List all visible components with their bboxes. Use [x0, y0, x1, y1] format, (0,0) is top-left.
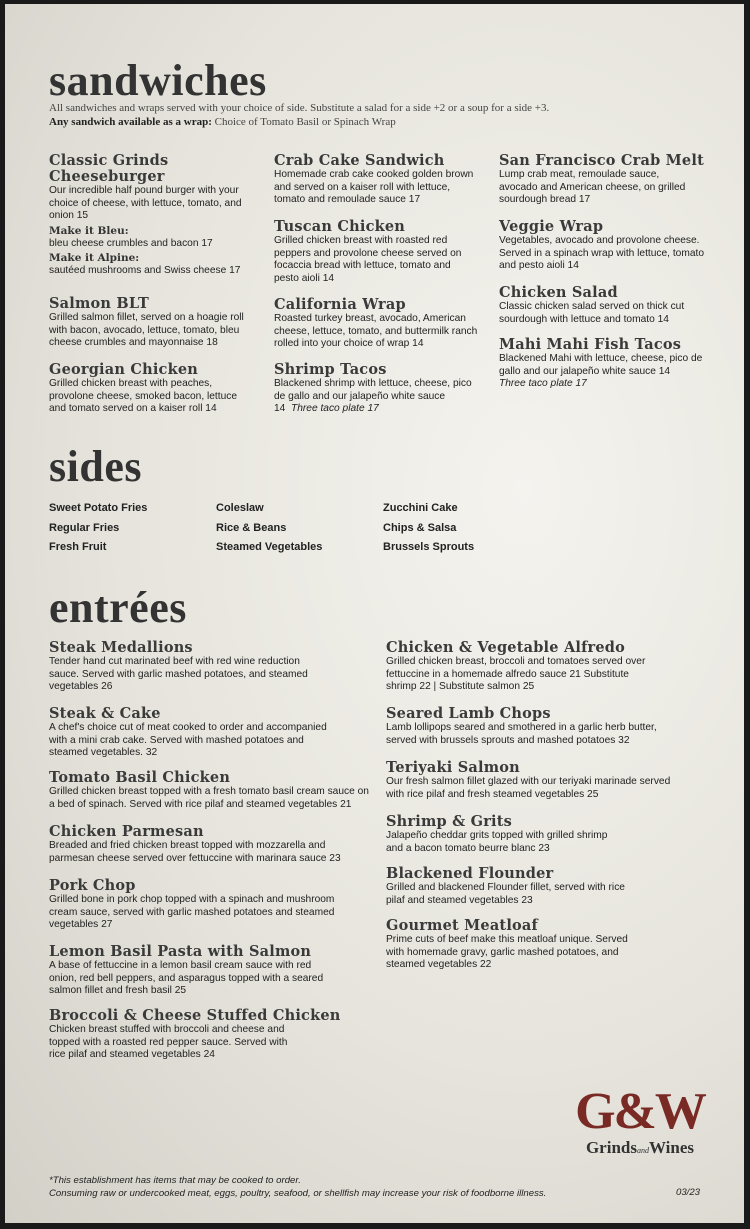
- entree-item: [49, 1008, 349, 1062]
- logo-wordmark: [560, 1138, 720, 1161]
- item-name: Steak & Cake: [49, 705, 161, 722]
- item-name: Broccoli & Cheese Stuffed Chicken: [49, 1007, 341, 1024]
- item-extra-text: Three taco plate 17: [499, 378, 587, 389]
- side-item: Rice & Beans: [216, 522, 287, 534]
- wrap-line: [49, 115, 549, 129]
- item-desc-text: Blackened shrimp with lettuce, cheese, pico de gallo and our jalapeño white sauce 14: [274, 378, 472, 414]
- item-extra: [499, 378, 714, 391]
- item-name: Chicken Parmesan: [49, 823, 204, 840]
- item-name: Tomato Basil Chicken: [49, 769, 231, 786]
- entree-item: [386, 760, 671, 801]
- item-desc: Blackened Mahi with lettuce, cheese, pico de gallo and our jalapeño white sauce 14: [499, 353, 703, 377]
- wrap-text: Choice of Tomato Basil or Spinach Wrap: [214, 116, 396, 128]
- item-desc: Grilled bone in pork chop topped with a spinach and mushroom cream sauce, served with garlic mashed potatoes and steamed vegetables 27: [49, 894, 335, 930]
- sides-heading: sides: [49, 442, 142, 491]
- item-desc: Roasted turkey breast, avocado, American cheese, lettuce, tomato, and buttermilk ranch rolled into your choice of wrap 14: [274, 313, 478, 349]
- logo-word: Grinds: [585, 1138, 637, 1157]
- entree-item: [49, 770, 374, 811]
- item-name: Crab Cake Sandwich: [274, 152, 445, 169]
- item-desc: Grilled chicken breast, broccoli and tomatoes served over fettuccine in a homemade alfredo sauce 21 Substitute shrimp 22 | Substitute salmon 25: [386, 656, 646, 692]
- menu-item-mahi-mahi-tacos: [499, 337, 714, 391]
- item-desc: Classic chicken salad served on thick cut sourdough with lettuce and tomato 14: [499, 301, 685, 325]
- item-variant-desc: bleu cheese crumbles and bacon 17: [49, 237, 213, 249]
- footnote-line: Consuming raw or undercooked meat, eggs, poultry, seafood, or shellfish may increase your risk of foodborne illness.: [49, 1188, 547, 1199]
- item-name: San Francisco Crab Melt: [499, 152, 704, 169]
- menu-item-georgian-chicken: [49, 362, 249, 416]
- item-variant-name: Make it Bleu:: [49, 224, 129, 237]
- item-name: Shrimp Tacos: [274, 361, 387, 378]
- entree-item: [49, 640, 324, 694]
- entree-item: [386, 640, 661, 694]
- item-desc: Jalapeño cheddar grits topped with grilled shrimp and a bacon tomato beurre blanc 23: [386, 830, 608, 854]
- entree-item: [386, 918, 646, 972]
- item-desc: Breaded and fried chicken breast topped with mozzarella and parmesan cheese served over fettuccine with marinara sauce 23: [49, 840, 341, 864]
- item-name: California Wrap: [274, 296, 406, 313]
- item-name: Salmon BLT: [49, 295, 150, 312]
- item-desc: Lamb lollipops seared and smothered in a garlic herb butter, served with brussels sprouts and mashed potatoes 32: [386, 722, 657, 746]
- item-name: Shrimp & Grits: [386, 813, 513, 830]
- menu-item-sf-crab-melt: [499, 153, 714, 207]
- side-item: Chips & Salsa: [383, 522, 457, 534]
- side-item: Regular Fries: [49, 522, 120, 534]
- item-desc: Lump crab meat, remoulade sauce, avocado and American cheese, on grilled sourdough bread 17: [499, 169, 686, 205]
- item-desc: Grilled salmon fillet, served on a hoagie roll with bacon, avocado, lettuce, tomato, bleu cheese crumbles and mayonnaise 18: [49, 312, 244, 348]
- item-desc: A chef's choice cut of meat cooked to order and accompanied with a mini crab cake. Served with mashed potatoes and steamed vegetables. 32: [49, 722, 327, 758]
- wrap-label: Any sandwich available as a wrap:: [49, 116, 212, 128]
- entree-item: [49, 878, 339, 932]
- item-desc: Grilled chicken breast with roasted red peppers and provolone cheese served on focaccia bread with lettuce, tomato and pesto aioli 14: [274, 235, 462, 284]
- item-name: Gourmet Meatloaf: [386, 917, 538, 934]
- menu-item-salmon-blt: [49, 296, 254, 350]
- intro-line: All sandwiches and wraps served with your choice of side. Substitute a salad for a side +2 or a soup for a side +3.: [49, 102, 550, 114]
- item-name: Teriyaki Salmon: [386, 759, 520, 776]
- item-variant-desc: sautéed mushrooms and Swiss cheese 17: [49, 265, 241, 276]
- entree-item: [49, 824, 349, 865]
- menu-item-veggie-wrap: [499, 219, 709, 273]
- menu-item-chicken-salad: [499, 285, 699, 326]
- entree-item: [49, 706, 339, 760]
- item-name: Mahi Mahi Fish Tacos: [499, 336, 682, 353]
- entree-item: [49, 944, 339, 998]
- item-name: Classic Grinds Cheeseburger: [49, 152, 169, 185]
- menu-item-tuscan-chicken: [274, 219, 474, 285]
- side-item: Zucchini Cake: [383, 502, 458, 514]
- item-desc: Our incredible half pound burger with your choice of cheese, with lettuce, tomato, and onion 15: [49, 185, 242, 221]
- item-desc: Grilled and blackened Flounder fillet, served with rice pilaf and steamed vegetables 23: [386, 882, 625, 906]
- footnote: [49, 1174, 546, 1200]
- menu-item-classic-cheeseburger: [49, 153, 249, 278]
- item-variant-name: Make it Alpine:: [49, 252, 140, 264]
- grinds-wines-logo: [560, 1083, 720, 1161]
- sandwiches-intro: [49, 101, 549, 129]
- item-name: Blackened Flounder: [386, 865, 554, 882]
- menu-item-crab-cake-sandwich: [274, 153, 484, 207]
- item-name: Veggie Wrap: [499, 218, 604, 235]
- item-name: Tuscan Chicken: [274, 218, 406, 235]
- logo-and: and: [636, 1146, 649, 1155]
- menu-item-california-wrap: [274, 297, 479, 351]
- menu-date: 03/23: [676, 1187, 701, 1198]
- entree-item: [386, 814, 626, 855]
- item-name: Pork Chop: [49, 877, 136, 894]
- menu-item-shrimp-tacos: [274, 362, 474, 416]
- entree-item: [386, 866, 626, 907]
- item-desc: Tender hand cut marinated beef with red wine reduction sauce. Served with garlic mashed potatoes, and steamed vegetables 26: [49, 656, 308, 692]
- item-name: Georgian Chicken: [49, 361, 198, 378]
- side-item: Steamed Vegetables: [216, 541, 323, 553]
- item-extra: Three taco plate 17: [291, 403, 379, 414]
- item-name: Seared Lamb Chops: [386, 705, 551, 722]
- item-desc: Vegetables, avocado and provolone cheese. Served in a spinach wrap with lettuce, tomato and pesto aioli 14: [499, 235, 704, 271]
- item-desc: Grilled chicken breast topped with a fresh tomato basil cream sauce on a bed of spinach. Served with rice pilaf and steamed vegetables 21: [49, 786, 369, 810]
- item-desc: [274, 378, 474, 416]
- item-name: Chicken & Vegetable Alfredo: [386, 639, 626, 656]
- side-item: Brussels Sprouts: [383, 541, 475, 553]
- side-item: Fresh Fruit: [49, 541, 107, 553]
- item-desc: Chicken breast stuffed with broccoli and cheese and topped with a roasted red pepper sauce. Served with rice pilaf and steamed vegetables 24: [49, 1024, 288, 1060]
- entrees-heading: entrées: [49, 583, 187, 632]
- item-name: Chicken Salad: [499, 284, 618, 301]
- footnote-line: *This establishment has items that may be cooked to order.: [49, 1175, 301, 1186]
- item-desc: Homemade crab cake cooked golden brown and served on a kaiser roll with lettuce, tomato and remoulade sauce 17: [274, 169, 474, 205]
- side-item: Coleslaw: [216, 502, 264, 514]
- sandwiches-heading: sandwiches: [49, 56, 267, 105]
- item-name: Steak Medallions: [49, 639, 193, 656]
- item-desc: Prime cuts of beef make this meatloaf unique. Served with homemade gravy, garlic mashed potatoes, and steamed vegetables 22: [386, 934, 628, 970]
- logo-word: Wines: [648, 1138, 695, 1157]
- menu-page: [5, 4, 744, 1223]
- side-item: Sweet Potato Fries: [49, 502, 148, 514]
- item-desc: A base of fettuccine in a lemon basil cream sauce with red onion, red bell peppers, and asparagus topped with a seared salmon fillet and fresh basil 25: [49, 960, 324, 996]
- logo-mark: G&W: [575, 1083, 705, 1140]
- entree-item: [386, 706, 686, 747]
- item-desc: Our fresh salmon fillet glazed with our teriyaki marinade served with rice pilaf and fresh steamed vegetables 25: [386, 776, 671, 800]
- item-desc: Grilled chicken breast with peaches, provolone cheese, smoked bacon, lettuce and tomato served on a kaiser roll 14: [49, 378, 238, 414]
- item-name: Lemon Basil Pasta with Salmon: [49, 943, 312, 960]
